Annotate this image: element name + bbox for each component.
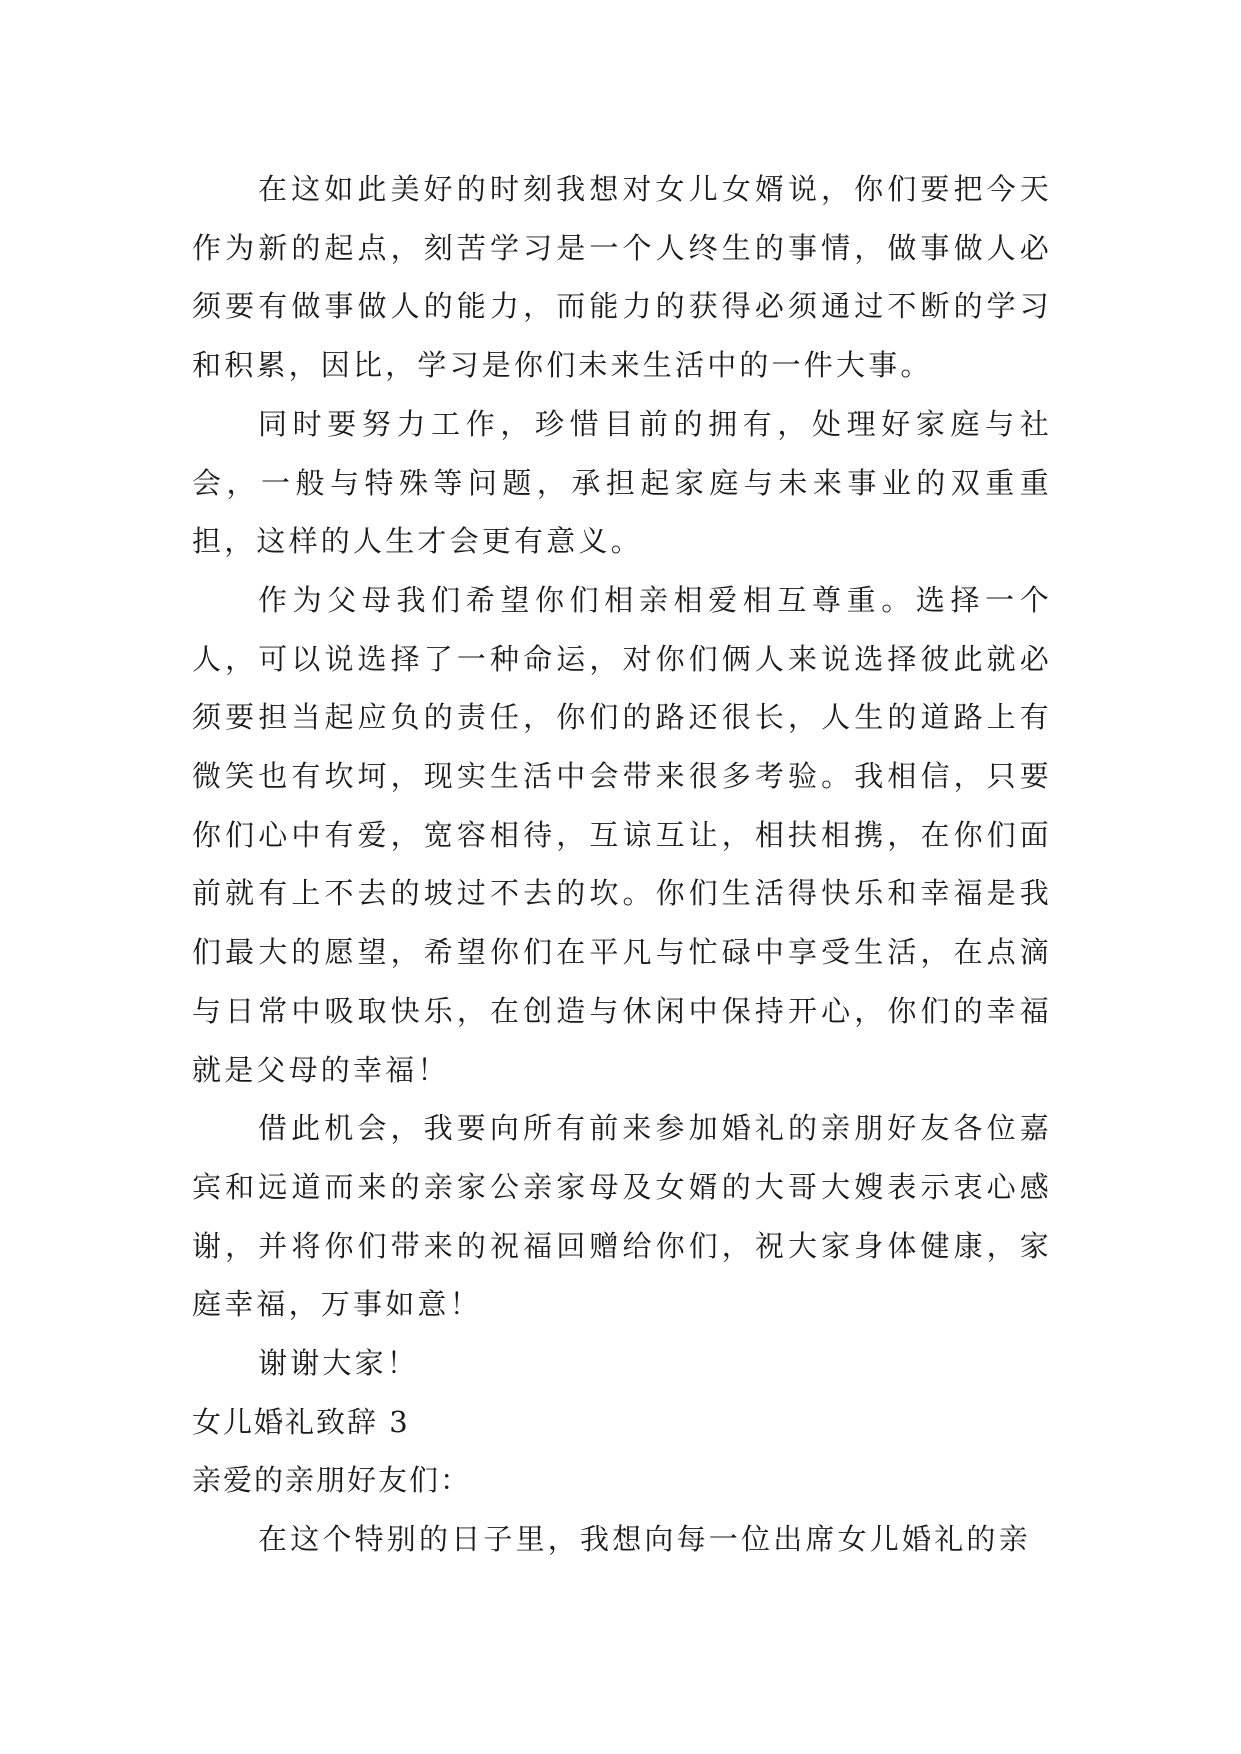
section-title: 女儿婚礼致辞 3 (192, 1404, 410, 1439)
paragraph-thank-you: 谢谢大家！ (258, 1346, 420, 1381)
paragraph-opening: 在这个特别的日子里，我想向每一位出席女儿婚礼的亲 (258, 1522, 1031, 1557)
document-body (192, 160, 1052, 1569)
paragraph-work-hard: 同时要努力工作，珍惜目前的拥有，处理好家庭与社会，一般与特殊等问题，承担起家庭与未来事业的双重重担，这样的人生才会更有意义。 (192, 406, 1052, 559)
paragraph-advice-study: 在这如此美好的时刻我想对女儿女婿说，你们要把今天作为新的起点，刻苦学习是一个人终生的事情，做事做人必须要有做事做人的能力，而能力的获得必须通过不断的学习和积累，因比，学习是你们未来生活中的一件大事。 (192, 172, 1052, 383)
paragraph-parents-hope: 作为父母我们希望你们相亲相爱相互尊重。选择一个人，可以说选择了一种命运，对你们俩人来说选择彼此就必须要担当起应负的责任，你们的路还很长，人生的道路上有微笑也有坎坷，现实生活中会带来很多考验。我相信，只要你们心中有爱，宽容相待，互谅互让，相扶相携，在你们面前就有上不去的坡过不去的坎。你们生活得快乐和幸福是我们最大的愿望，希望你们在平凡与忙碌中享受生活，在点滴与日常中吸取快乐，在创造与休闲中保持开心，你们的幸福就是父母的幸福！ (192, 582, 1052, 1087)
paragraph-thanks-guests: 借此机会，我要向所有前来参加婚礼的亲朋好友各位嘉宾和远道而来的亲家公亲家母及女婿的大哥大嫂表示衷心感谢，并将你们带来的祝福回赠给你们，祝大家身体健康，家庭幸福，万事如意！ (192, 1111, 1052, 1322)
salutation: 亲爱的亲朋好友们： (192, 1463, 472, 1498)
